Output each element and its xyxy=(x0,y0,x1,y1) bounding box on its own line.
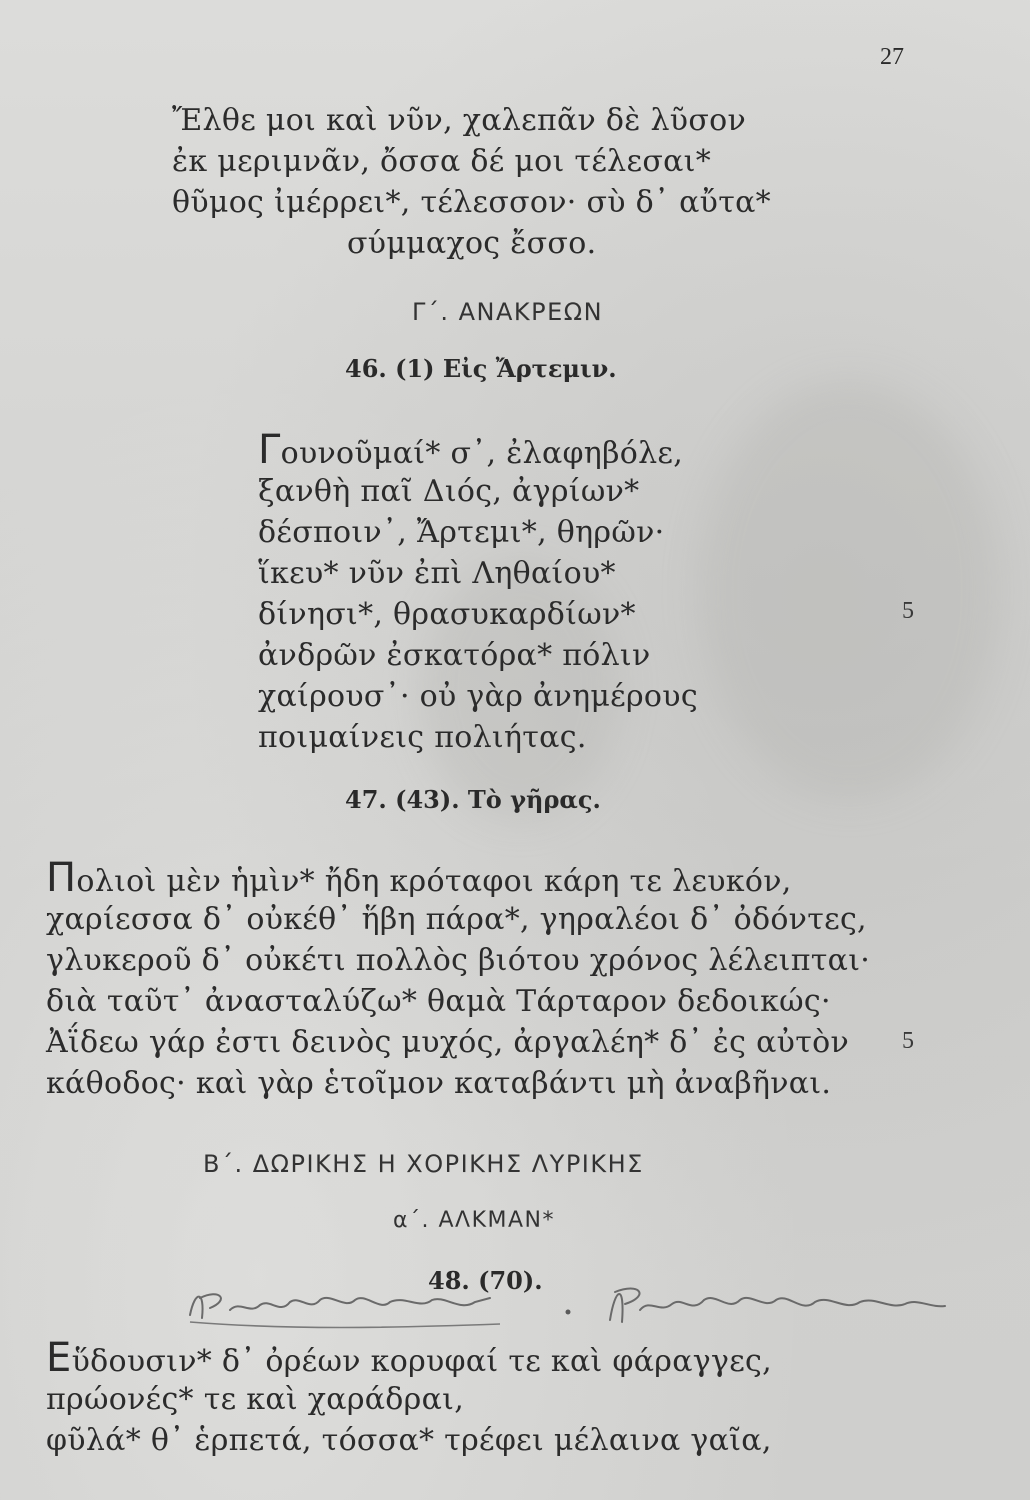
drop-cap: Γ xyxy=(258,427,281,473)
verse-line: πρώονές* τε καὶ χαράδραι, xyxy=(46,1382,465,1417)
poem-47-text xyxy=(46,855,871,1104)
verse-line: ἐκ μεριμνᾶν, ὄσσα δέ μοι τέλεσαι* xyxy=(172,144,712,179)
poem-48-text xyxy=(46,1335,772,1461)
paper-stain xyxy=(700,380,1000,800)
line-number: 5 xyxy=(902,1028,914,1054)
pencil-handwriting xyxy=(170,1270,1020,1340)
poem-46-text xyxy=(258,427,698,758)
subsection-heading-alkman: α΄. ΑΛΚΜΑΝ* xyxy=(393,1208,556,1233)
poem-47-title: 47. (43). Τὸ γῆρας. xyxy=(345,785,601,814)
verse-line: ἀνδρῶν ἐσκατόρα* πόλιν xyxy=(258,638,651,673)
drop-cap: Ε xyxy=(46,1335,72,1381)
verse-line: χαίρουσ᾽· οὐ γὰρ ἀνημέρους xyxy=(258,679,698,714)
verse-line: διὰ ταῦτ᾽ ἀνασταλύζω* θαμὰ Τάρταρον δεδοικώς· xyxy=(46,984,831,1019)
verse-line: ἵκευ* νῦν ἐπὶ Ληθαίου* xyxy=(258,556,616,591)
page-number: 27 xyxy=(880,44,904,70)
line-number: 5 xyxy=(902,598,914,624)
verse-line: κάθοδος· καὶ γὰρ ἑτοῖμον καταβάντι μὴ ἀναβῆναι. xyxy=(46,1066,832,1101)
verse-line: δέσποιν᾽, Ἄρτεμι*, θηρῶν· xyxy=(258,515,665,550)
verse-line: χαρίεσσα δ᾽ οὐκέθ᾽ ἥβη πάρα*, γηραλέοι δ᾽ ὀδόντες, xyxy=(46,902,867,937)
drop-cap: Π xyxy=(46,855,77,901)
verse-line: ολιοὶ μὲν ἡμὶν* ἤδη κρόταφοι κάρη τε λευκόν, xyxy=(76,864,792,899)
poem-46-title: 46. (1) Εἰς Ἄρτεμιν. xyxy=(345,354,617,383)
section-heading-dorian: Β΄. ΔΩΡΙΚΗΣ Η ΧΟΡΙΚΗΣ ΛΥΡΙΚΗΣ xyxy=(203,1150,644,1178)
verse-line: φῦλά* θ᾽ ἑρπετά, τόσσα* τρέφει μέλαινα γαῖα, xyxy=(46,1423,772,1458)
verse-line: Ἔλθε μοι καὶ νῦν, χαλεπᾶν δὲ λῦσον xyxy=(172,103,747,138)
poem-48-title: 48. (70). xyxy=(428,1266,543,1295)
verse-line: σύμμαχος ἔσσο. xyxy=(347,226,597,261)
verse-line: ποιμαίνεις πολιήτας. xyxy=(258,720,587,755)
verse-line: ουνοῦμαί* σ᾽, ἐλαφηβόλε, xyxy=(280,436,684,471)
verse-line: γλυκεροῦ δ᾽ οὐκέτι πολλὸς βιότου χρόνος λέλειπται· xyxy=(46,943,871,978)
verse-line: ὕδουσιν* δ᾽ ὀρέων κορυφαί τε καὶ φάραγγες, xyxy=(71,1344,772,1379)
verse-line: θῦμος ἰμέρρει*, τέλεσσον· σὺ δ᾽ αὔτα* xyxy=(172,185,771,220)
verse-line: Ἀΐδεω γάρ ἐστι δεινὸς μυχός, ἀργαλέη* δ᾽ ἐς αὐτὸν xyxy=(46,1025,849,1060)
sappho-stanza-end xyxy=(172,100,771,264)
section-heading-anakreon: Γ΄. ΑΝΑΚΡΕΩΝ xyxy=(412,298,604,326)
verse-line: δίνησι*, θρασυκαρδίων* xyxy=(258,597,636,632)
verse-line: ξανθὴ παῖ Διός, ἀγρίων* xyxy=(258,474,640,509)
